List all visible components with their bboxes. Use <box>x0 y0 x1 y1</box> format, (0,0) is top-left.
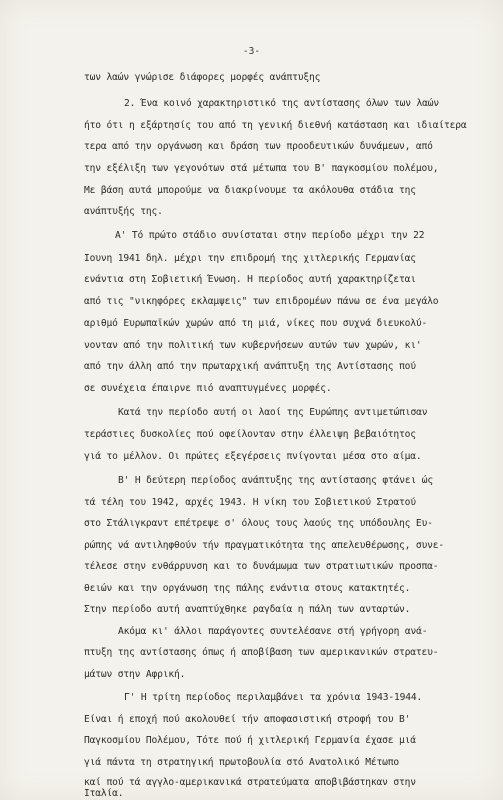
text-line: αριθμό Ευρωπαϊκών χωρών από τη μιά, νίκες που συχνά διευκολύ- <box>84 318 428 329</box>
text-line: 2. Ένα κοινό χαρακτηριστικό της αντίστασης όλων των λαών <box>124 98 440 109</box>
text-line: από την άλλη από την πρωταρχική ανάπτυξη της Αντίστασης πού <box>84 361 416 372</box>
text-line: ανάπτυξής της. <box>84 206 163 217</box>
text-line: καί πού τά αγγλο-αμερικανικά στρατεύματα αποβιβάστηκαν στην <box>84 777 416 788</box>
text-line: μάτων στην Αφρική. <box>84 669 186 680</box>
text-line: τά τέλη του 1942, αρχές 1943. Η νίκη του Σοβιετικού Στρατού <box>84 497 416 508</box>
text-line: τεράστιες δυσκολίες πού οφείλονταν στην έλλειψη βεβαιότητος <box>84 429 416 440</box>
text-line: την εξέλιξη των γεγονότων στά μέτωπα του Β' παγκοσμίου πολέμου, <box>84 163 439 174</box>
text-line: Ακόμα κι' άλλοι παράγοντες συντελέσανε στή γρήγορη ανά- <box>118 626 428 637</box>
text-line: γιά το μέλλον. Οι πρώτες εξεγέρσεις πνίγονται μέσα στο αίμα. <box>84 451 422 462</box>
text-line: Στην περίοδο αυτή αναπτύχθηκε ραγδαία η πάλη των ανταρτών. <box>84 604 411 615</box>
text-line: σε συνέχεια έπαιρνε πιό αναπτυγμένες μορφές. <box>84 383 332 394</box>
text-line: πτυξη της αντίστασης όπως ή αποβίβαση των αμερικανικών στρατευ- <box>84 647 439 658</box>
text-line: Παγκοσμίου Πολέμου, Τότε πού ή χιτλερική Γερμανία έχασε μιά <box>84 735 416 746</box>
text-line: Ιταλία. <box>84 788 124 799</box>
text-line: Β' Η δεύτερη περίοδος ανάπτυξης της αντίστασης φτάνει ώς <box>118 475 434 486</box>
text-line: Α' Τό πρώτο στάδιο συνίσταται στην περίοδο μέχρι την 22 <box>115 230 425 241</box>
text-line: ρώπης νά αντιληφθούν τήν πραγματικότητα της απελευθέρωσης, συνε- <box>84 540 445 551</box>
page-number: -3- <box>242 46 261 57</box>
text-line: θειών και την οργάνωση της πάλης ενάντια στους κατακτητές. <box>84 583 411 594</box>
text-line: των λαών γνώρισε διάφορες μορφές ανάπτυξης <box>84 72 321 83</box>
text-line: Είναι ή εποχή πού ακολουθεί τήν αποφασιστική στροφή του Β' <box>84 714 411 725</box>
text-line: ήτο ότι η εξάρτησίς του από τη γενική διεθνή κατάσταση και ιδιαίτερα <box>84 120 467 131</box>
text-line: από τις "νικηφόρες εκλαμψεις" των επιδρομέων πάνω σε ένα μεγάλο <box>84 296 439 307</box>
text-line: τέλεσε στην ενθάρρυνση και το δυνάμωμα των στρατιωτικών προσπα- <box>84 561 439 572</box>
text-line: νονταν από την πολιτική των κυβερνήσεων αυτών των χωρών, κι' <box>84 340 422 351</box>
text-line: Κατά την περίοδο αυτή οι λαοί της Ευρώπης αντιμετώπισαν <box>118 407 428 418</box>
text-line: Με βάση αυτά μπορούμε να διακρίνουμε τα ακόλουθα στάδια της <box>84 185 416 196</box>
text-line: τερα από την οργάνωση και δράση των προοδευτικών δυνάμεων, από <box>84 141 433 152</box>
text-line: ενάντια στη Σοβιετική Ένωση. Η περίοδος αυτή χαρακτηρίζεται <box>84 274 416 285</box>
text-line: Γ' Η τρίτη περίοδος περιλαμβάνει τα χρόνια 1943-1944. <box>124 692 423 703</box>
text-line: γιά πάντα τη στρατηγική πρωτοβουλία στό Ανατολικό Μέτωπο <box>84 757 400 768</box>
text-line: Ιουνη 1941 δηλ. μέχρι την επιδρομή της χιτλερικής Γερμανίας <box>84 253 416 264</box>
text-line: στο Στάλιγκραντ επέτρεψε σ' όλους τους λαούς της υπόδουλης Ευ- <box>84 518 433 529</box>
